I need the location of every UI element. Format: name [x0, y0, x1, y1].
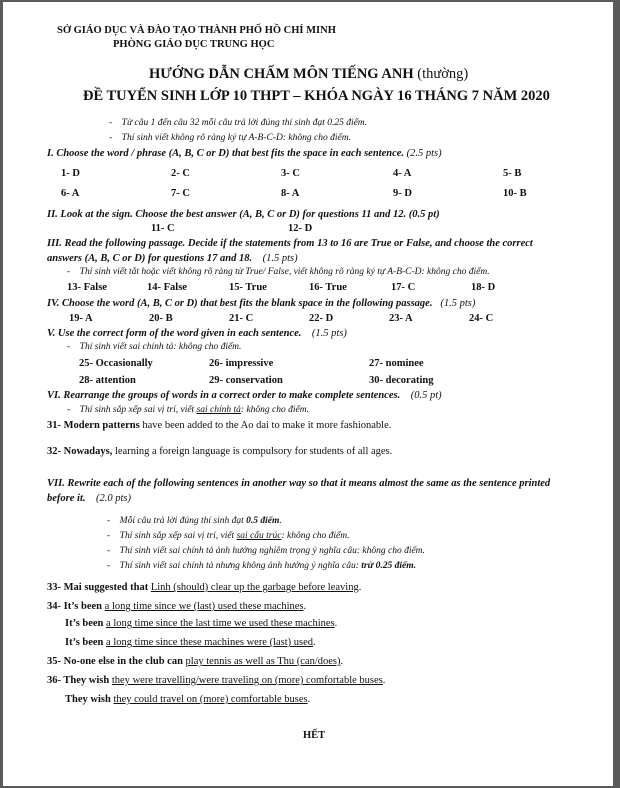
- section-3-heading-line1: III. Read the following passage. Decide if the statements from 13 to 16 are True or False, and choose the correct: [47, 238, 533, 249]
- answer-24: 24- C: [469, 313, 494, 324]
- section-7-heading-line1: VII. Rewrite each of the following sentences in another way so that it means almost the same as the sentence printed: [47, 478, 551, 489]
- section-1-heading: I. Choose the word / phrase (A, B, C or D) that best fits the space in each sentence. (2.5 pts): [47, 148, 442, 159]
- answer-7: 7- C: [171, 188, 190, 199]
- answer-3: 3- C: [281, 168, 300, 179]
- section-5-heading: V. Use the correct form of the word given in each sentence. (1.5 pts): [47, 328, 347, 339]
- answer-30: 30- decorating: [369, 375, 434, 386]
- answer-12: 12- D: [288, 223, 313, 234]
- answer-22: 22- D: [309, 313, 334, 324]
- answer-1: 1- D: [61, 168, 80, 179]
- answer-2: 2- C: [171, 168, 190, 179]
- answer-26: 26- impressive: [209, 358, 274, 369]
- answer-21: 21- C: [229, 313, 254, 324]
- sentence-32: 32- Nowadays, learning a foreign language is compulsory for students of all ages.: [47, 446, 393, 457]
- answer-17: 17- C: [391, 282, 416, 293]
- section-2-heading: II. Look at the sign. Choose the best answer (A, B, C or D) for questions 11 and 12. (0.5 pt): [47, 209, 440, 220]
- answer-8: 8- A: [281, 188, 300, 199]
- answer-28: 28- attention: [79, 375, 136, 386]
- answer-10: 10- B: [503, 188, 527, 199]
- answer-23: 23- A: [389, 313, 413, 324]
- answer-25: 25- Occasionally: [79, 358, 153, 369]
- answer-16: 16- True: [309, 282, 347, 293]
- answer-11: 11- C: [151, 223, 175, 234]
- sentence-36: 36- They wish they were travelling/were traveling on (more) comfortable buses.: [47, 675, 386, 686]
- sentence-34-alt-1: It’s been a long time since the last time we used these machines.: [65, 618, 338, 629]
- sentence-36-alt: They wish they could travel on (more) comfortable buses.: [65, 694, 311, 705]
- section-3-note: - Thí sinh viết tắt hoặc viết không rõ ràng từ True/ False, viết không rõ ràng ký tự A-B-C-D: không cho điểm.: [67, 267, 490, 277]
- answer-4: 4- A: [393, 168, 412, 179]
- org-line-1: SỞ GIÁO DỤC VÀ ĐÀO TẠO THÀNH PHỐ HỒ CHÍ MINH: [57, 25, 336, 36]
- section-7-note-3: - Thí sinh viết sai chính tả ảnh hưởng nghiêm trọng ý nghĩa câu: không cho điểm.: [107, 546, 425, 556]
- answer-6: 6- A: [61, 188, 80, 199]
- section-7-note-1: - Mỗi câu trả lời đúng thí sinh đạt 0.5 điểm.: [107, 516, 282, 526]
- answer-29: 29- conservation: [209, 375, 283, 386]
- sentence-31: 31- Modern patterns have been added to the Ao dai to make it more fashionable.: [47, 420, 392, 431]
- section-3-heading-line2: answers (A, B, C or D) for questions 17 and 18. (1.5 pts): [47, 253, 298, 264]
- section-7-note-2: - Thí sinh sắp xếp sai vị trí, viết sai cấu trúc: không cho điểm.: [107, 531, 350, 541]
- answer-14: 14- False: [147, 282, 187, 293]
- sentence-33: 33- Mai suggested that Linh (should) clear up the garbage before leaving.: [47, 582, 362, 593]
- sentence-34: 34- It’s been a long time since we (last) used these machines.: [47, 601, 307, 612]
- org-line-2: PHÒNG GIÁO DỤC TRUNG HỌC: [113, 39, 275, 50]
- section-6-heading: VI. Rearrange the groups of words in a correct order to make complete sentences. (0.5 pt): [47, 390, 442, 401]
- answer-27: 27- nominee: [369, 358, 424, 369]
- note-top-1: - Từ câu 1 đến câu 32 mỗi câu trả lời đúng thí sinh đạt 0.25 điểm.: [109, 118, 368, 128]
- section-7-heading-line2: before it. (2.0 pts): [47, 493, 131, 504]
- end-marker: HẾT: [303, 730, 326, 741]
- sentence-34-alt-2: It’s been a long time since these machines were (last) used.: [65, 637, 316, 648]
- sentence-35: 35- No-one else in the club can play tennis as well as Thu (can/does).: [47, 656, 344, 667]
- doc-subtitle: ĐỀ TUYỂN SINH LỚP 10 THPT – KHÓA NGÀY 16 THÁNG 7 NĂM 2020: [83, 88, 550, 104]
- note-top-2: - Thí sinh viết không rõ ràng ký tự A-B-C-D: không cho điểm.: [109, 133, 351, 143]
- doc-title: HƯỚNG DẪN CHẤM MÔN TIẾNG ANH (thường): [149, 66, 469, 82]
- section-4-heading: IV. Choose the word (A, B, C or D) that best fits the blank space in the following passage. (1.5 pts): [47, 298, 476, 309]
- section-6-note: - Thí sinh sắp xếp sai vị trí, viết sai chính tả: không cho điểm.: [67, 405, 309, 415]
- section-5-note: - Thí sinh viết sai chính tả: không cho điểm.: [67, 342, 242, 352]
- answer-5: 5- B: [503, 168, 522, 179]
- section-7-note-4: - Thí sinh viết sai chính tả nhưng không ảnh hưởng ý nghĩa câu: trừ 0.25 điểm.: [107, 561, 417, 571]
- answer-19: 19- A: [69, 313, 93, 324]
- answer-9: 9- D: [393, 188, 412, 199]
- answer-18: 18- D: [471, 282, 496, 293]
- answer-13: 13- False: [67, 282, 107, 293]
- document-page: [3, 2, 613, 786]
- answer-15: 15- True: [229, 282, 267, 293]
- answer-20: 20- B: [149, 313, 173, 324]
